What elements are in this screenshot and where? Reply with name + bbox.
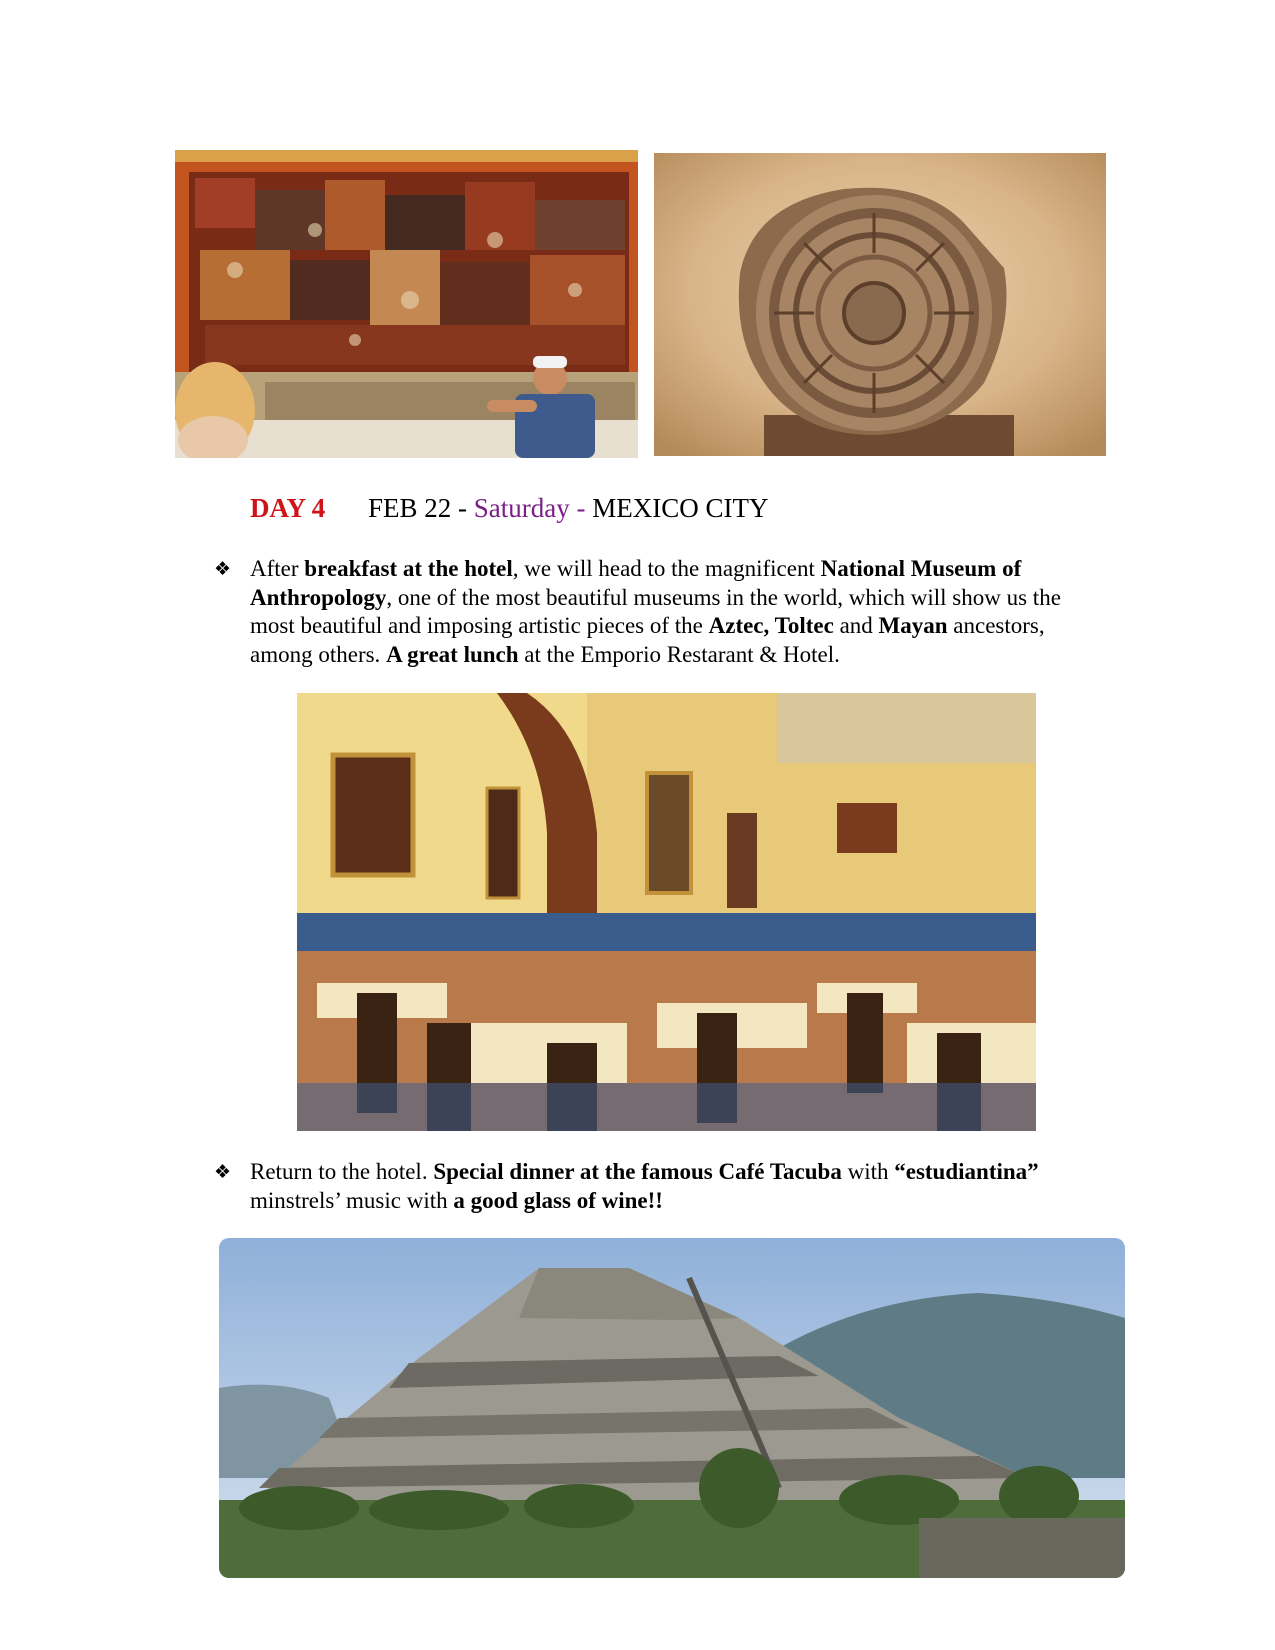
mural-photo bbox=[175, 150, 638, 458]
day-label: DAY 4 bbox=[250, 493, 326, 523]
day-heading bbox=[250, 493, 769, 524]
date-label: FEB 22 - bbox=[368, 493, 474, 523]
itinerary-item-museum bbox=[214, 555, 1094, 669]
aztec-sun-stone-photo bbox=[654, 153, 1106, 456]
itinerary-item-dinner bbox=[214, 1158, 1094, 1215]
city-label: MEXICO CITY bbox=[592, 493, 769, 523]
pyramid-photo bbox=[219, 1238, 1125, 1578]
weekday-label: Saturday - bbox=[473, 493, 593, 523]
diamond-bullet-icon: ❖ bbox=[214, 1161, 232, 1183]
diamond-bullet-icon: ❖ bbox=[214, 558, 232, 580]
itinerary-text: Return to the hotel. Special dinner at the famous Café Tacuba with “estudiantina” minstrels’ music with a good glass of wine!! bbox=[250, 1159, 1039, 1213]
restaurant-interior-photo bbox=[297, 693, 1036, 1131]
itinerary-text: After breakfast at the hotel, we will head to the magnificent National Museum of Anthropology, one of the most beautiful museums in the world, which will show us the most beautiful and imposing artistic pieces of the Aztec, Toltec and Mayan ancestors, among others. A great lunch at the Emporio Restarant & Hotel. bbox=[250, 556, 1061, 667]
